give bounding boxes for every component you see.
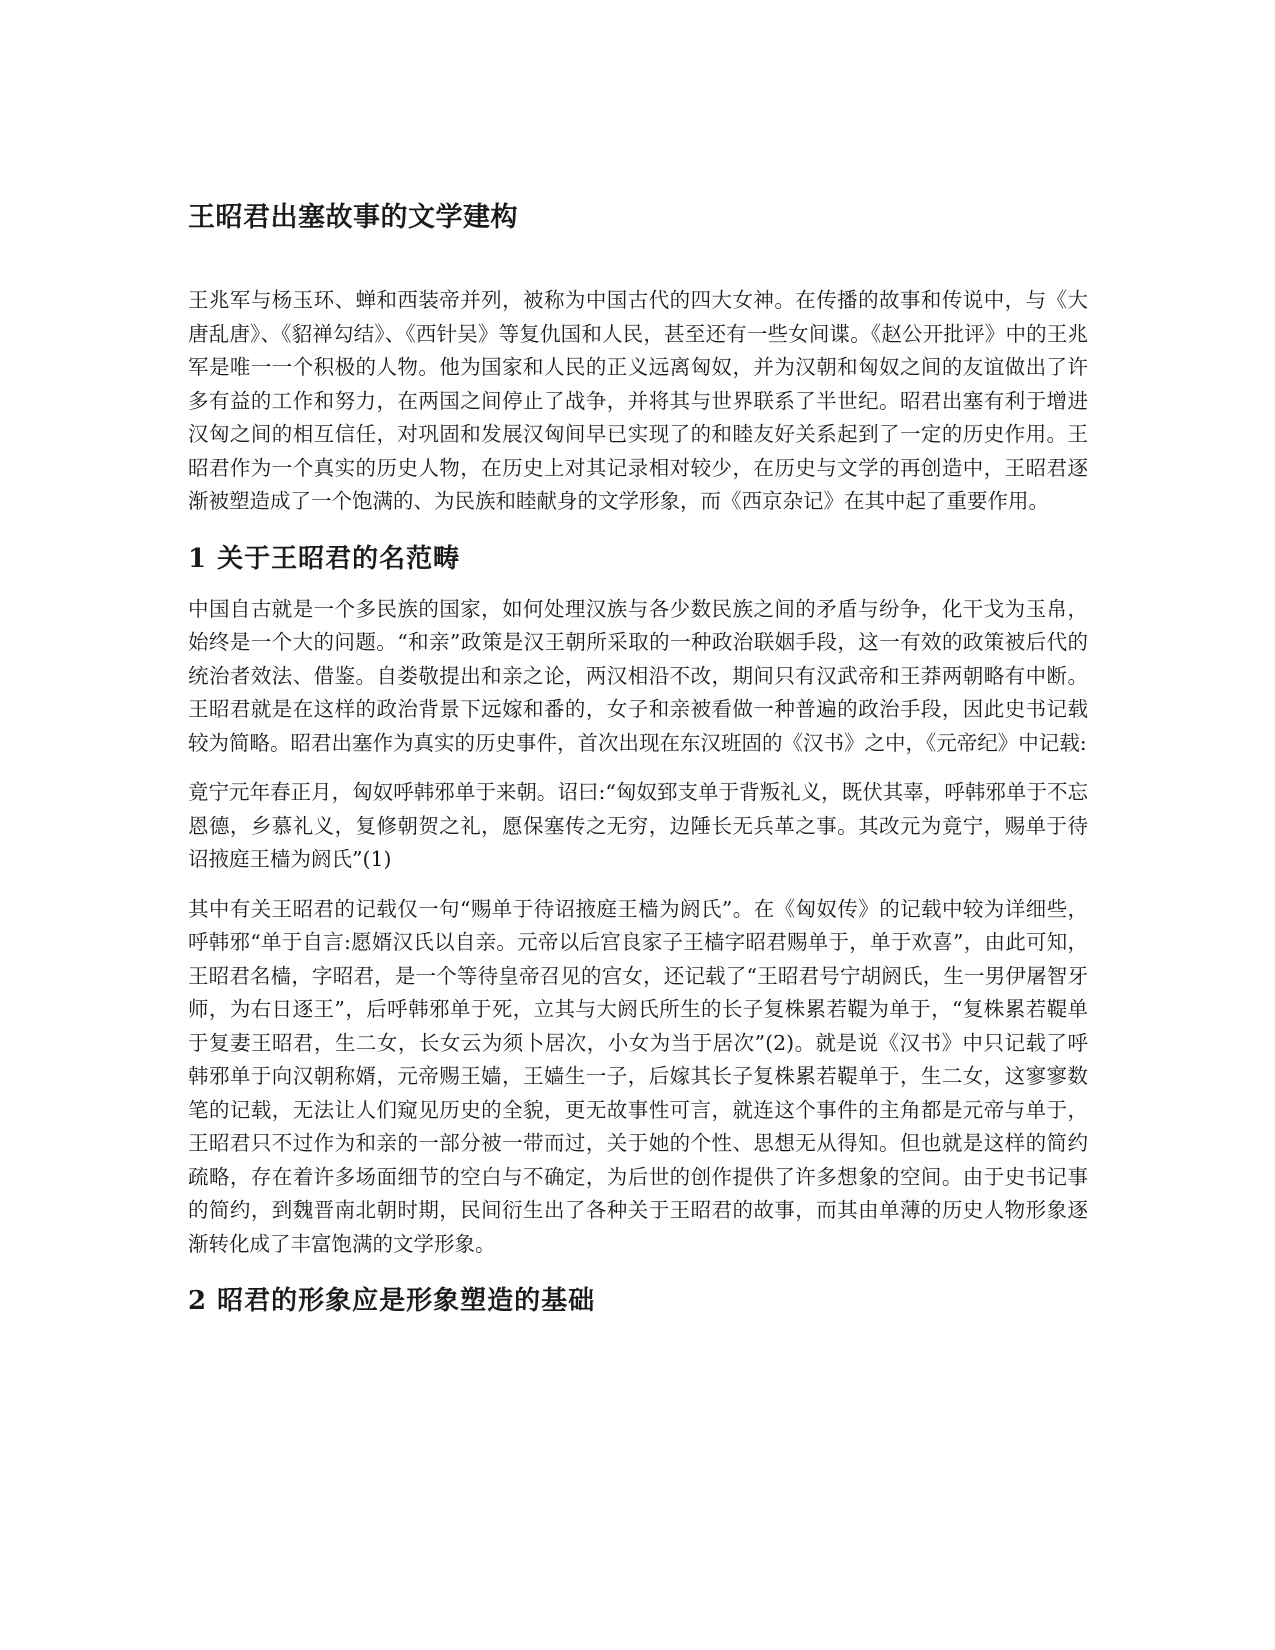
section-1-title: 关于王昭君的名范畴 bbox=[217, 543, 461, 574]
section-2-heading bbox=[188, 1281, 1088, 1321]
section-1-number: 1 bbox=[188, 543, 208, 574]
section-2-title: 昭君的形象应是形象塑造的基础 bbox=[217, 1286, 596, 1316]
section-1-paragraph-2: 其中有关王昭君的记载仅一句“赐单于待诏掖庭王樯为阏氏”。在《匈奴传》的记载中较为详细些，呼韩邪“单于自言:愿婿汉氏以自亲。元帝以后宫良家子王樯字昭君赐单于，单于欢喜”，由此可知，王昭君名樯，字昭君，是一个等待皇帝召见的宫女，还记载了“王昭君号宁胡阏氏，生一男伊屠智牙师，为右日逐王”，后呼韩邪单于死，立其与大阏氏所生的长子复株累若鞮为单于，“复株累若鞮单于复妻王昭君，生二女，长女云为须卜居次，小女为当于居次”(2)。就是说《汉书》中只记载了呼韩邪单于向汉朝称婿，元帝赐王嫱，王嫱生一子，后嫁其长子复株累若鞮单于，生二女，这寥寥数笔的记载，无法让人们窥见历史的全貌，更无故事性可言，就连这个事件的主角都是元帝与单于，王昭君只不过作为和亲的一部分被一带而过，关于她的个性、思想无从得知。但也就是这样的简约疏略，存在着许多场面细节的空白与不确定，为后世的创作提供了许多想象的空间。由于史书记事的简约，到魏晋南北朝时期，民间衍生出了各种关于王昭君的故事，而其由单薄的历史人物形象逐渐转化成了丰富饱满的文学形象。 bbox=[188, 896, 1088, 1256]
section-2-number: 2 bbox=[188, 1286, 208, 1316]
section-1-paragraph-1: 中国自古就是一个多民族的国家，如何处理汉族与各少数民族之间的矛盾与纷争，化干戈为玉帛，始终是一个大的问题。“和亲”政策是汉王朝所采取的一种政治联姻手段，这一有效的政策被后代的统治者效法、借鉴。自娄敬提出和亲之论，两汉相沿不改，期间只有汉武帝和王莽两朝略有中断。王昭君就是在这样的政治背景下远嫁和番的，女子和亲被看做一种普遍的政治手段，因此史书记载较为简略。昭君出塞作为真实的历史事件，首次出现在东汉班固的《汉书》之中，《元帝纪》中记载: bbox=[188, 596, 1088, 755]
document-page bbox=[188, 198, 1088, 1335]
section-1-heading bbox=[188, 539, 1088, 579]
document-title: 王昭君出塞故事的文学建构 bbox=[188, 202, 518, 233]
intro-paragraph: 王兆军与杨玉环、蝉和西装帝并列，被称为中国古代的四大女神。在传播的故事和传说中，与《大唐乱唐》、《貂禅勾结》、《西针吴》等复仇国和人民，甚至还有一些女间谍。《赵公开批评》中的王兆军是唯一一个积极的人物。他为国家和人民的正义远离匈奴，并为汉朝和匈奴之间的友谊做出了许多有益的工作和努力，在两国之间停止了战争，并将其与世界联系了半世纪。昭君出塞有利于增进汉匈之间的相互信任，对巩固和发展汉匈间早已实现了的和睦友好关系起到了一定的历史作用。王昭君作为一个真实的历史人物，在历史上对其记录相对较少，在历史与文学的再创造中，王昭君逐渐被塑造成了一个饱满的、为民族和睦献身的文学形象，而《西京杂记》在其中起了重要作用。 bbox=[188, 288, 1088, 513]
section-1-quote: 竟宁元年春正月，匈奴呼韩邪单于来朝。诏曰:“匈奴郅支单于背叛礼义，既伏其辜，呼韩邪单于不忘恩德，乡慕礼义，复修朝贺之礼，愿保塞传之无穷，边陲长无兵革之事。其改元为竟宁，赐单于待诏掖庭王樯为阏氏”(1) bbox=[188, 780, 1088, 871]
